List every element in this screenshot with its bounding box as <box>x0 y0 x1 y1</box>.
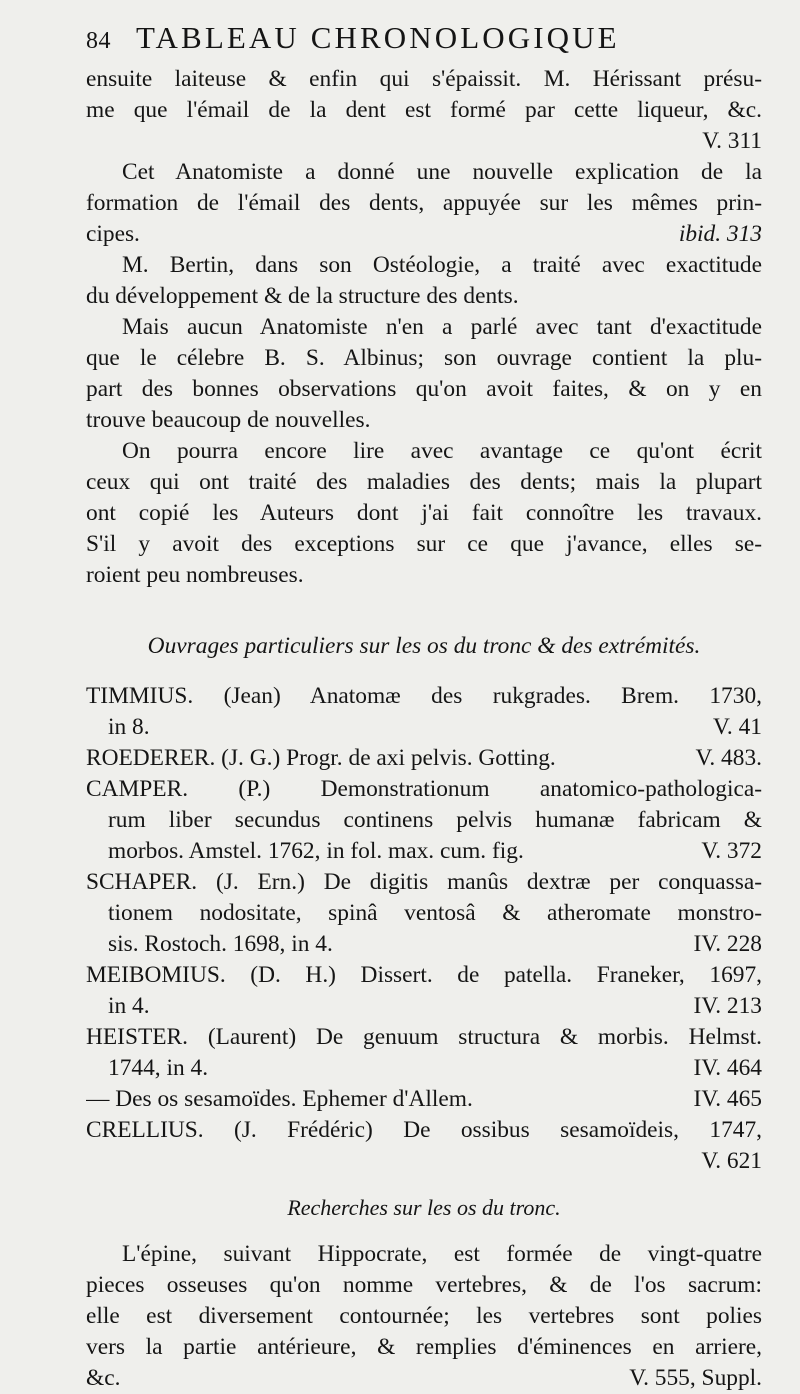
text-line <box>86 1301 762 1332</box>
line-text: ensuite laiteuse & enfin qui s'épaissit. M. Hérissant présu- <box>86 66 762 92</box>
section-title-recherches: Recherches sur les os du tronc. <box>287 1195 561 1220</box>
text-line <box>86 188 762 219</box>
line-text: ROEDERER. (J. G.) Progr. de axi pelvis. Gotting. <box>86 745 556 771</box>
line-text: formation de l'émail des dents, appuyée sur les mêmes prin- <box>86 190 762 216</box>
closing-paragraph <box>86 1239 762 1394</box>
bibliography-entry-line <box>86 1115 762 1146</box>
line-text: SCHAPER. (J. Ern.) De digitis manûs dextræ per conquassa- <box>86 869 762 895</box>
bibliography-entry-line <box>86 805 762 836</box>
line-text: me que l'émail de la dent est formé par cette liqueur, &c. <box>86 97 762 123</box>
line-text: MEIBOMIUS. (D. H.) Dissert. de patella. Franeker, 1697, <box>86 962 762 988</box>
text-line <box>86 95 762 126</box>
reference-citation: IV. 228 <box>693 931 762 957</box>
line-text: HEISTER. (Laurent) De genuum structura & morbis. Helmst. <box>86 1024 762 1050</box>
reference-citation: IV. 464 <box>693 1055 762 1081</box>
reference-citation: IV. 465 <box>693 1086 762 1112</box>
line-text: S'il y avoit des exceptions sur ce que j'avance, elles se- <box>86 531 762 557</box>
line-text: TIMMIUS. (Jean) Anatomæ des rukgrades. Brem. 1730, <box>86 683 762 709</box>
line-text: cipes. <box>86 221 140 247</box>
bibliography-entry-line <box>86 1053 762 1084</box>
bibliography-entry-line <box>86 681 762 712</box>
bibliography-entry-line <box>86 743 762 774</box>
reference-citation: V. 621 <box>701 1148 762 1174</box>
text-line <box>86 467 762 498</box>
line-text: vers la partie antérieure, & remplies d'éminences en arriere, <box>86 1334 762 1360</box>
text-line <box>86 1332 762 1363</box>
text-line <box>86 64 762 95</box>
text-line <box>86 312 762 343</box>
line-text: — Des os sesamoïdes. Ephemer d'Allem. <box>86 1086 473 1112</box>
bibliography-entry-line <box>86 1084 762 1115</box>
text-line <box>86 560 762 591</box>
line-text: Cet Anatomiste a donné une nouvelle explication de la <box>122 159 762 185</box>
running-head: TABLEAU CHRONOLOGIQUE <box>136 20 620 55</box>
line-text: in 8. <box>108 714 150 740</box>
line-text: ont copié les Auteurs dont j'ai fait connoître les travaux. <box>86 500 762 526</box>
text-line <box>86 498 762 529</box>
text-line <box>86 250 762 281</box>
bibliography-entry-line <box>86 774 762 805</box>
line-text: Mais aucun Anatomiste n'en a parlé avec tant d'exactitude <box>122 314 762 340</box>
section-title-ouvrages: Ouvrages particuliers sur les os du tronc & des extrémités. <box>147 633 701 659</box>
line-text: sis. Rostoch. 1698, in 4. <box>108 931 333 957</box>
line-text: que le célebre B. S. Albinus; son ouvrage contient la plu- <box>86 345 762 371</box>
bibliography-entry-line <box>86 960 762 991</box>
text-line <box>86 1270 762 1301</box>
text-line <box>86 529 762 560</box>
text-line <box>86 436 762 467</box>
page-number: 84 <box>86 28 111 54</box>
line-text: du développement & de la structure des dents. <box>86 283 519 309</box>
text-line <box>86 219 762 250</box>
text-line <box>86 281 762 312</box>
line-text: elle est diversement contournée; les vertebres sont polies <box>86 1303 762 1329</box>
line-text: tionem nodositate, spinâ ventosâ & atheromate monstro- <box>108 900 762 926</box>
line-text: CRELLIUS. (J. Frédéric) De ossibus sesamoïdeis, 1747, <box>86 1117 762 1143</box>
text-line <box>86 374 762 405</box>
bibliography-entry-line <box>86 712 762 743</box>
bibliography-entry-line <box>86 991 762 1022</box>
text-line <box>86 1363 762 1394</box>
reference-citation: V. 372 <box>701 838 762 864</box>
line-text: trouve beaucoup de nouvelles. <box>86 407 371 433</box>
line-text: pieces osseuses qu'on nomme vertebres, & de l'os sacrum: <box>86 1272 762 1298</box>
line-text: in 4. <box>108 993 150 1019</box>
bibliography-entry-line <box>86 1146 762 1177</box>
intro-text-block <box>86 64 762 591</box>
reference-citation: ibid. 313 <box>678 221 762 247</box>
text-line <box>86 405 762 436</box>
bibliography-entry-line <box>86 867 762 898</box>
line-text: roient peu nombreuses. <box>86 562 304 588</box>
reference-citation: V. 483. <box>695 745 762 771</box>
reference-citation: IV. 213 <box>693 993 762 1019</box>
bibliography-entry-line <box>86 898 762 929</box>
bibliography-entry-line <box>86 929 762 960</box>
line-text: 1744, in 4. <box>108 1055 209 1081</box>
reference-citation: V. 41 <box>713 714 762 740</box>
line-text: M. Bertin, dans son Ostéologie, a traité avec exactitude <box>122 252 762 278</box>
line-text: V. 311 <box>702 128 762 154</box>
line-text: On pourra encore lire avec avantage ce qu'ont écrit <box>122 438 762 464</box>
text-line <box>86 126 762 157</box>
text-line <box>86 157 762 188</box>
reference-citation: V. 555, Suppl. <box>629 1365 762 1391</box>
bibliography-entry-line <box>86 1022 762 1053</box>
bibliography-list <box>86 681 762 1177</box>
book-page <box>86 20 762 1391</box>
line-text: morbos. Amstel. 1762, in fol. max. cum. fig. <box>108 838 524 864</box>
text-line <box>86 1239 762 1270</box>
line-text: L'épine, suivant Hippocrate, est formée de vingt-quatre <box>122 1241 762 1267</box>
line-text: part des bonnes observations qu'on avoit faites, & on y en <box>86 376 762 402</box>
line-text: rum liber secundus continens pelvis humanæ fabricam & <box>108 807 762 833</box>
line-text: ceux qui ont traité des maladies des dents; mais la plupart <box>86 469 762 495</box>
line-text: CAMPER. (P.) Demonstrationum anatomico-pathologica- <box>86 776 762 802</box>
line-text: &c. <box>86 1365 121 1391</box>
text-line <box>86 343 762 374</box>
bibliography-entry-line <box>86 836 762 867</box>
page-header <box>86 22 762 64</box>
